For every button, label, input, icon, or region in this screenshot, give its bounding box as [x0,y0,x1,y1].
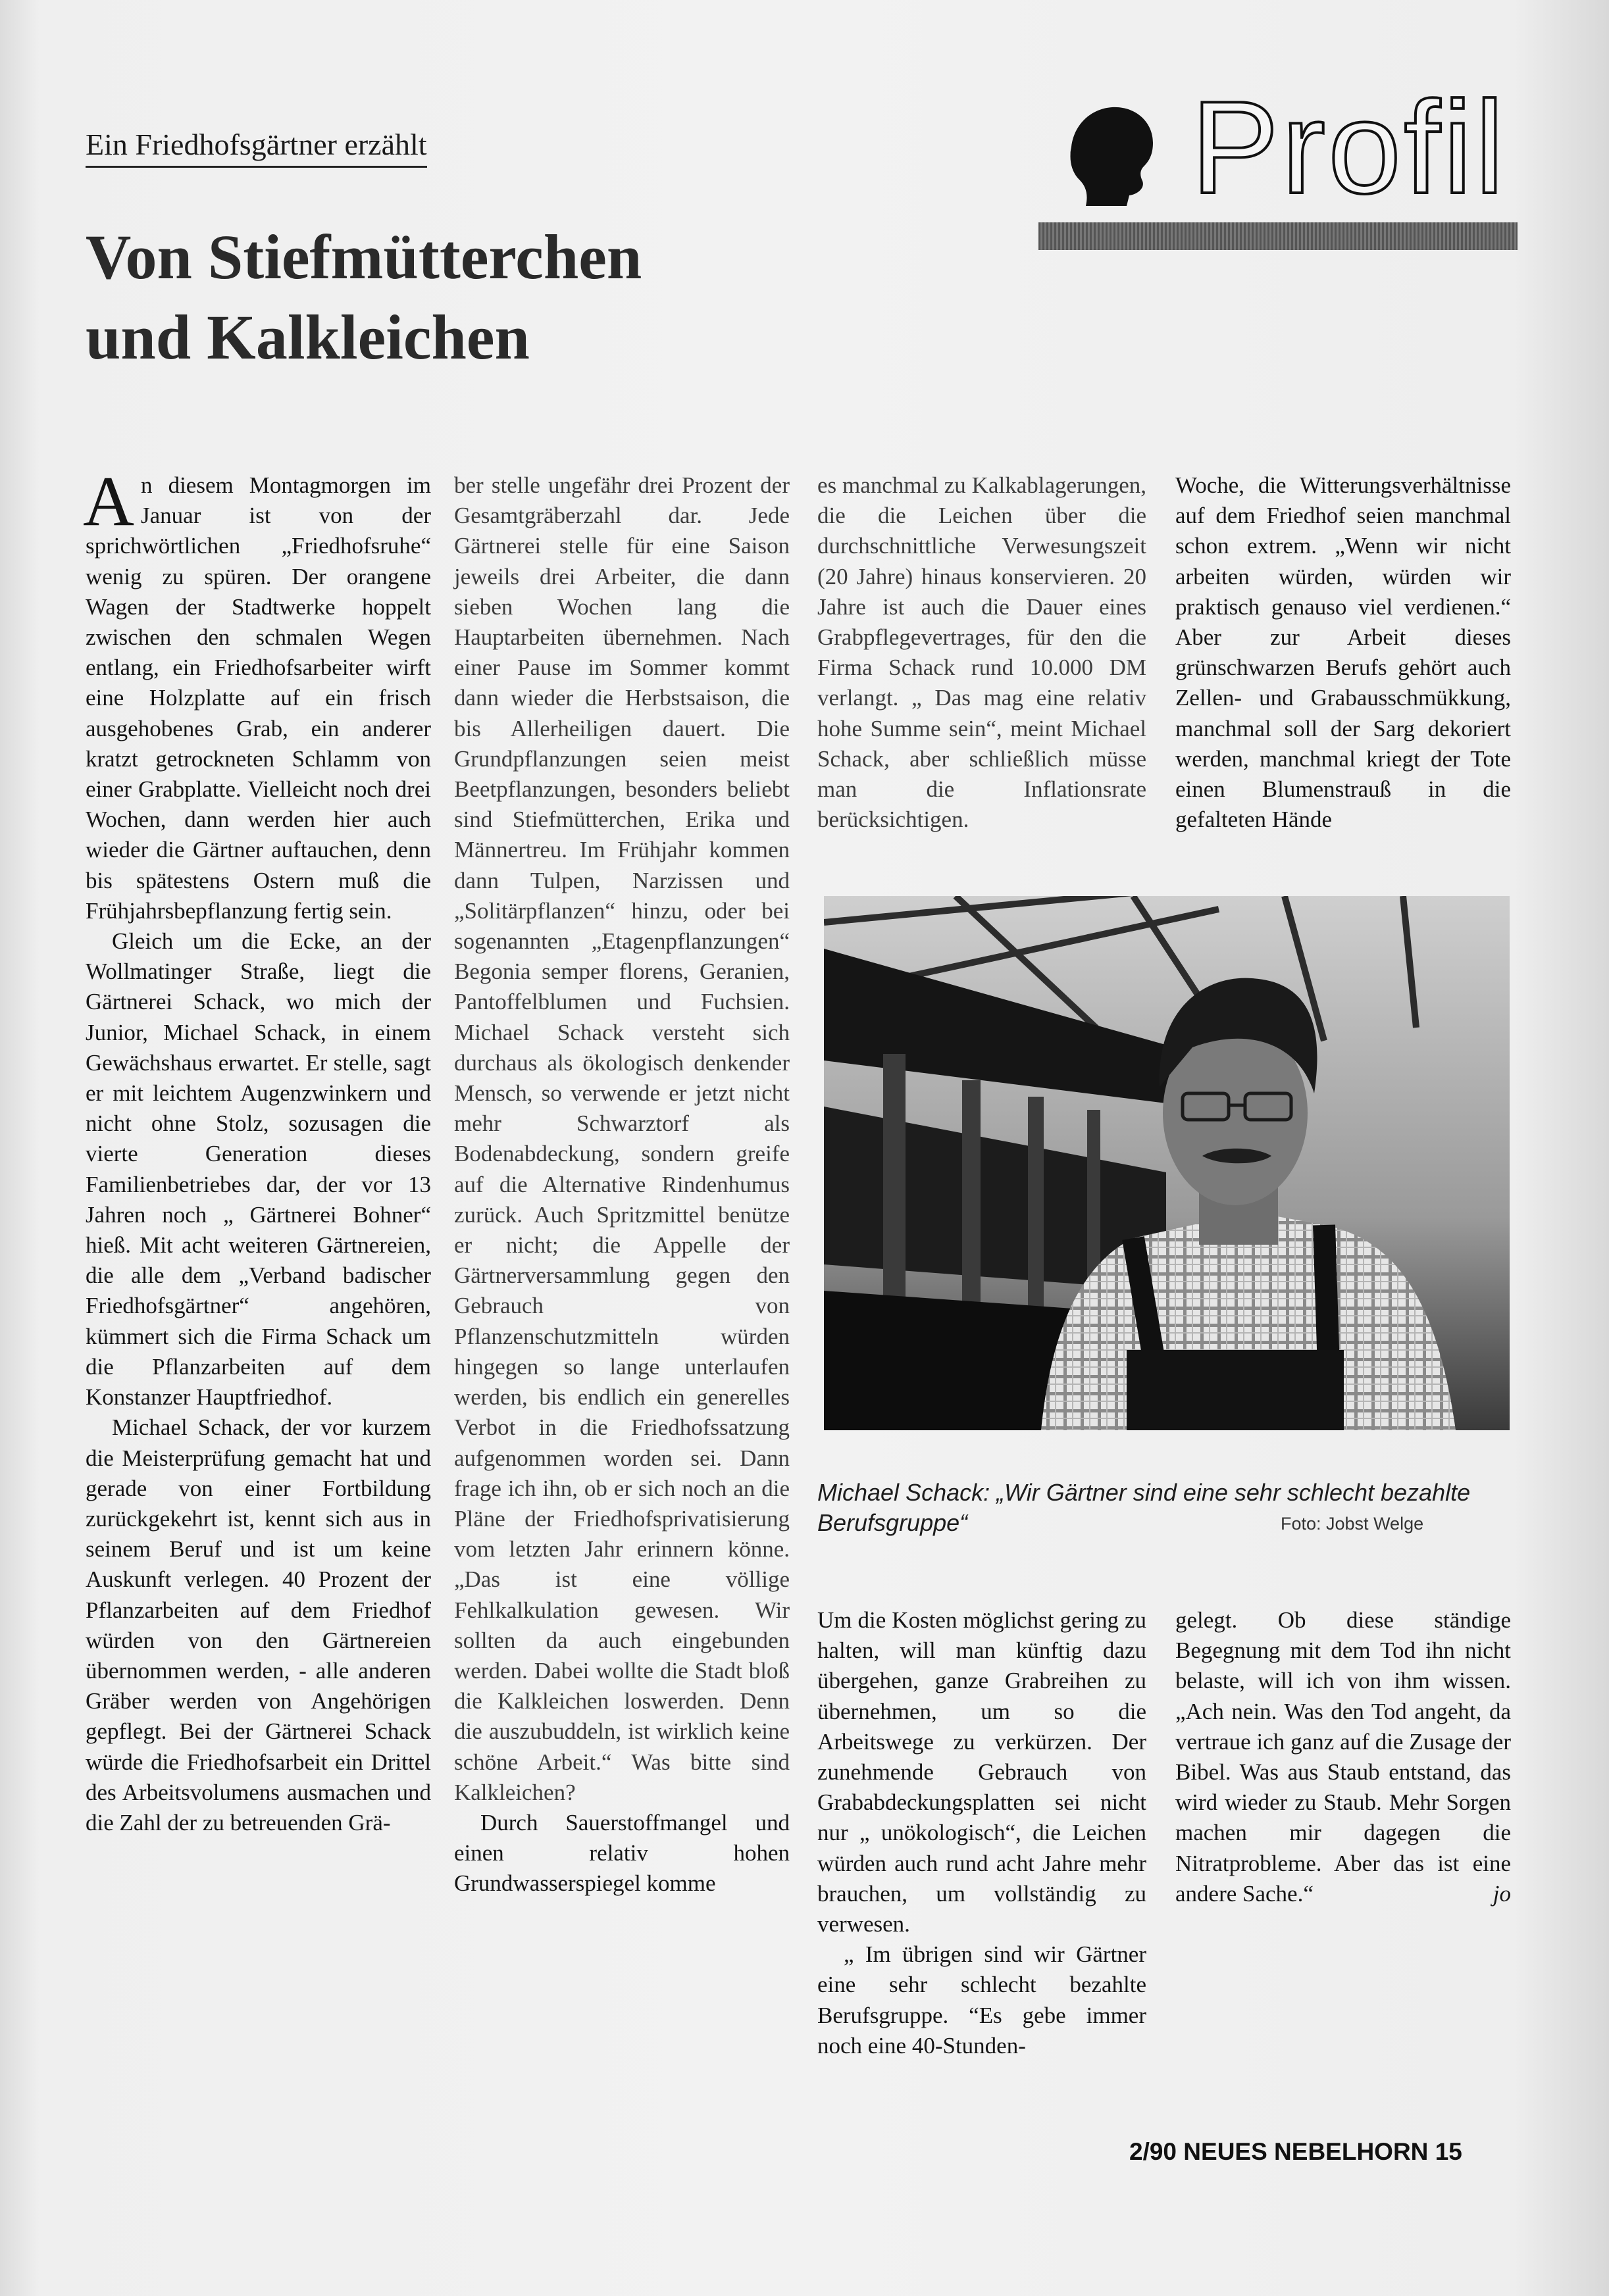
article-paragraph: Durch Sauerstoffmangel und einen relativ hohen Grundwasserspiegel komme [454,1809,790,1897]
article-paragraph: es manchmal zu Kalkablagerungen, die die Leichen über die durchschnittliche Verwesungszeit (20 Jahre) hinaus konservieren. 20 Jahre ist auch die Dauer eines Grabpflegevertrages, für den die Firma Schack rund 10.000 DM verlangt. „ Das mag eine relativ hohe Summe sein“, meint Michael Schack, aber schließlich müsse man die Inflationsrate berücksichtigen. [817,472,1146,833]
article-paragraph: An diesem Montagmorgen im Januar ist von der sprichwörtlichen „Friedhofsruhe“ wenig zu spüren. Der orangene Wagen der Stadtwerke hoppelt zwischen den schmalen Wegen entlang, ein Friedhofsarbeiter wirft eine Holzplatte auf ein frisch ausgehobenes Grab, ein anderer kratzt getrockneten Schlamm von einer Grabplatte. Vielleicht noch drei Wochen, dann werden hier auch wieder die Gärtner auftauchen, denn bis spätestens Ostern muß die Frühjahrsbepflanzung fertig sein. [83,462,431,924]
issue-number: 2/90 [1129,2138,1177,2165]
photo-illustration [824,896,1510,1430]
section-badge-label: Profil [1191,74,1507,221]
article-paragraph: Gleich um die Ecke, an der Wollmatinger Straße, liegt die Gärtnerei Schack, wo mich der Junior, Michael Schack, in einem Gewächshaus erwartet. Er stelle, sagt er mit leichtem Augenzwinkern und nicht ohne Stolz, sozusagen die vierte Generation dieses Familienbetriebes dar, der vor 13 Jahren noch „ Gärtnerei Bohner“ hieß. Mit acht weiteren Gärtnereien, die alle dem „Verband badischer Friedhofsgärtner“ angehören, kümmert sich die Firma Schack um die Pflanzarbeiten auf dem Konstanzer Hauptfriedhof. [86,928,431,1410]
article-paragraph: gelegt. Ob diese ständige Begegnung mit dem Tod ihn nicht belaste, will ich von ihm wissen. „Ach nein. Was den Tod angeht, da vertraue ich ganz auf die Zusage der Bibel. Was aus Staub entstand, das wird wieder zu Staub. Mehr Sorgen machen mir dagegen die Nitratprobleme. Aber das ist eine andere Sache.“ jo [1175,1605,1511,1909]
article-kicker: Ein Friedhofsgärtner erzählt [86,125,427,168]
section-divider-bar [1038,222,1518,250]
drop-cap: A [83,462,134,541]
article-column-4 [1175,470,1511,835]
article-paragraph: ber stelle ungefähr drei Prozent der Gesamtgräberzahl dar. Jede Gärtnerei stelle für eine Saison jeweils drei Arbeiter, die dann sieben Wochen lang die Hauptarbeiten übernehmen. Nach einer Pause im Sommer kommt dann wieder die Herbstsaison, die bis Allerheiligen dauert. Die Grundpflanzungen seien meist Beetpflanzungen, besonders beliebt sind Stiefmütterchen, Erika und Männertreu. Im Frühjahr kommen dann Tulpen, Narzissen und „Solitärpflanzen“ hinzu, oder bei sogenannten „Etagenpflanzungen“ Begonia semper florens, Geranien, Pantoffelblumen und Fuchsien. Michael Schack versteht sich durchaus als ökologisch denkender Mensch, so verwende er jetzt nicht mehr Schwarztorf als Bodenabdeckung, sondern greife auf die Alternative Rindenhumus zurück. Auch Spritzmittel benütze er nicht; die Appelle der Gärtnerversammlung gegen den Gebrauch von Pflanzenschutzmitteln würden hingegen so lange unterlaufen werden, bis endlich ein generelles Verbot in die Friedhofssatzung aufgenommen worden sei. Dann frage ich ihn, ob er sich noch an die Pläne der Friedhofsprivatisierung vom letzten Jahr erinnern könne. „Das ist eine völlige Fehlkalkulation gewesen. Wir sollten da auch eingebunden werden. Dabei wollte die Stadt bloß die Kalkleichen loswerden. Denn die auszubuddeln, ist wirklich keine schöne Arbeit.“ Was bitte sind Kalkleichen? [454,472,790,1805]
article-column-3 [817,470,1146,835]
headline-line-2: und Kalkleichen [86,302,530,372]
page-number: 15 [1435,2138,1462,2165]
article-paragraph: „ Im übrigen sind wir Gärtner eine sehr schlecht bezahlte Berufsgruppe. “Es gebe immer noch eine 40-Stunden- [817,1941,1146,2059]
headline-line-1: Von Stiefmütterchen [86,222,642,292]
article-column-5 [817,1605,1146,2061]
page-footer [1129,2138,1462,2166]
article-column-1 [83,462,431,1838]
article-column-2 [454,470,790,1899]
article-paragraph: Um die Kosten möglichst gering zu halten, will man künftig dazu übergehen, ganze Grabreihen zu übernehmen, um so die Arbeitswege zu verkürzen. Der zunehmende Gebrauch von Grababdeckungsplatten sei nicht nur „ unökologisch“, die Leichen würden auch rund acht Jahre mehr brauchen, um vollständig zu verwesen. [817,1607,1146,1937]
author-signoff: jo [1493,1880,1511,1907]
magazine-name: NEUES NEBELHORN [1183,2138,1429,2165]
greenhouse-portrait-photo [824,896,1510,1430]
article-headline [86,217,744,378]
section-badge [1066,74,1527,221]
photo-credit: Foto: Jobst Welge [1281,1514,1424,1534]
article-column-6 [1175,1605,1511,1909]
article-paragraph: Woche, die Witterungsverhältnisse auf dem Friedhof seien manchmal schon extrem. „Wenn wir nicht arbeiten würden, würden wir praktisch genauso viel verdienen.“ Aber zur Arbeit dieses grünschwarzen Berufs gehört auch Zellen- und Grabausschmükkung, manchmal soll der Sarg dekoriert werden, manchmal kriegt der Tote einen Blumenstrauß in die gefalteten Hände [1175,472,1511,833]
article-paragraph: Michael Schack, der vor kurzem die Meisterprüfung gemacht hat und gerade von einer Fortbildung zurückgekehrt ist, kennt sich aus in seinem Beruf und ist um keine Auskunft verlegen. 40 Prozent der Pflanzarbeiten auf dem Friedhof würden von den Gärtnereien übernommen werden, - alle anderen Gräber werden von Angehörigen gepflegt. Bei der Gärtnerei Schack würde die Friedhofsarbeit ein Drittel des Arbeitsvolumens ausmachen und die Zahl der zu betreuenden Grä- [86,1414,431,1835]
photo-caption: Michael Schack: „Wir Gärtner sind eine sehr schlecht bezahlte Berufsgruppe“ [817,1479,1471,1536]
head-silhouette-icon [1066,102,1165,207]
